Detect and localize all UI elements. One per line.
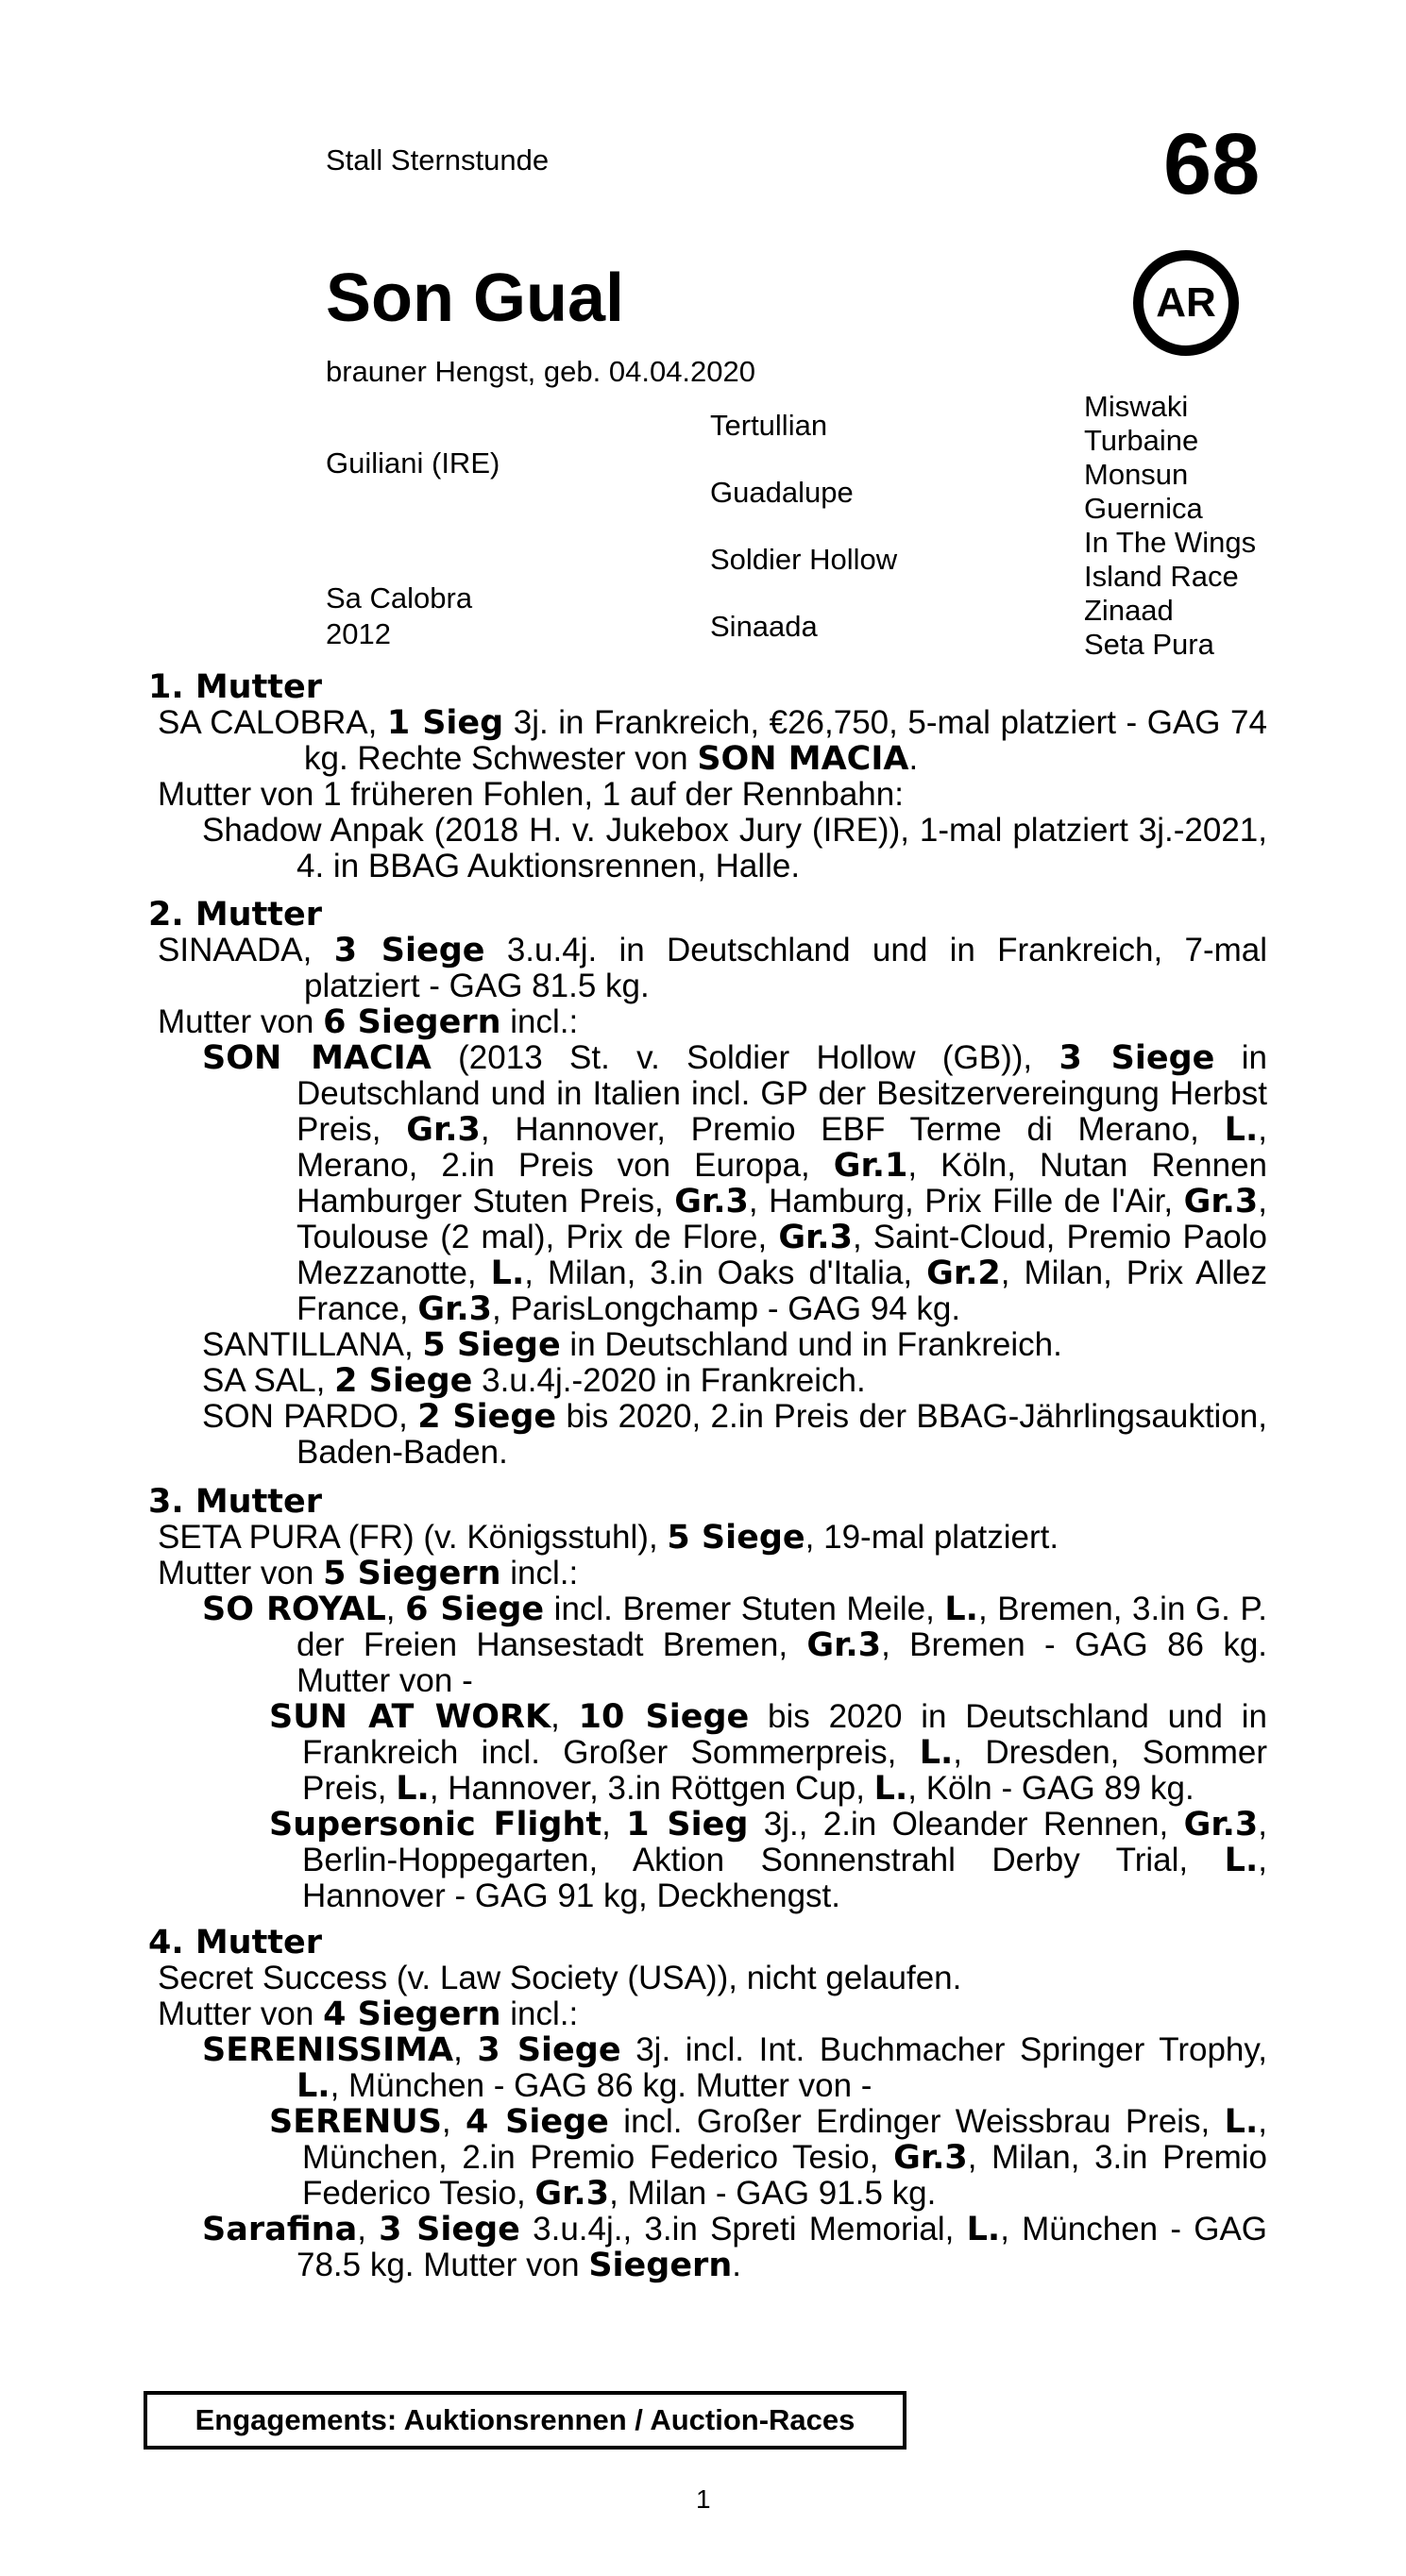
text: , München - GAG 78.5 kg. Mutter von (296, 2211, 1268, 2283)
bold-text: 2 Siege (334, 1362, 473, 1400)
horse-description: brauner Hengst, geb. 04.04.2020 (326, 355, 756, 388)
bold-text: 6 Siegern (323, 1003, 501, 1041)
text: SINAADA, (158, 932, 334, 968)
bold-text: 1 Sieg (626, 1806, 749, 1844)
page-number: 1 (696, 2484, 711, 2514)
text: SA CALOBRA, (158, 704, 387, 741)
record-line (202, 1399, 1267, 1471)
text: , Merano, 2.in Preis von Europa, (296, 1111, 1267, 1184)
text: , Hamburg, Prix Fille de l'Air, (748, 1183, 1184, 1220)
record-line (269, 1807, 1267, 1914)
text: , (385, 1591, 406, 1627)
pedigree-gen3: Turbaine (1084, 424, 1199, 457)
text: , Saint-Cloud, Premio Paolo Mezzanotte, (296, 1219, 1267, 1291)
record-line (269, 2104, 1267, 2212)
text: , Bremen - GAG 86 kg. Mutter von - (296, 1626, 1268, 1699)
record-line (158, 1961, 1267, 1996)
bold-text: L. (1224, 1111, 1259, 1149)
bold-text: L. (296, 2067, 330, 2105)
text: 3j. incl. Int. Buchmacher Springer Trophy, (620, 2031, 1268, 2068)
bold-text: Siegern (588, 2247, 733, 2284)
text: , Köln, Nutan Rennen Hamburger Stuten Preis, (296, 1147, 1267, 1220)
text: , (601, 1806, 627, 1843)
text: , Milan, 3.in Oaks d'Italia, (524, 1254, 927, 1291)
bold-text: L. (1224, 2103, 1259, 2141)
text: (2013 St. v. Soldier Hollow (GB)), (431, 1039, 1059, 1076)
record-line (202, 813, 1267, 884)
bold-text: 3 Siege (379, 2211, 520, 2248)
section-1-mutter (148, 669, 1267, 884)
record-line (202, 1591, 1267, 1699)
bold-text: SON MACIA (202, 1039, 432, 1077)
bold-text: Gr.3 (893, 2139, 968, 2177)
text: , ParisLongchamp - GAG 94 kg. (492, 1290, 961, 1327)
text: Shadow Anpak (2018 H. v. Jukebox Jury (IRE)), 1-mal platziert 3j.-2021, 4. in BBAG Auktionsrennen, Halle. (202, 812, 1267, 884)
bold-text: 2 Siege (417, 1398, 557, 1436)
engagements-box: Engagements: Auktionsrennen / Auction-Races (144, 2391, 906, 2450)
text: , Berlin-Hoppegarten, Aktion Sonnenstrahl Derby Trial, (302, 1806, 1267, 1878)
record-line (202, 1327, 1267, 1363)
bold-text: Gr.3 (406, 1111, 481, 1149)
bold-text: Gr.3 (778, 1219, 853, 1256)
text: , Toulouse (2 mal), Prix de Flore, (296, 1183, 1267, 1255)
section-3-mutter (148, 1484, 1267, 1914)
bold-text: SERENISSIMA (202, 2031, 454, 2069)
text: , München, 2.in Premio Federico Tesio, (302, 2103, 1267, 2176)
text: Secret Success (v. Law Society (USA)), nicht gelaufen. (158, 1960, 962, 1996)
text: bis 2020 in Deutschland und in Frankreich incl. Großer Sommerpreis, (302, 1698, 1268, 1771)
pedigree-gen3: Seta Pura (1084, 628, 1214, 661)
text: , Milan - GAG 91.5 kg. (609, 2175, 937, 2212)
stable-name: Stall Sternstunde (326, 143, 550, 177)
pedigree-gen3: Monsun (1084, 458, 1189, 491)
record-line (158, 1556, 1267, 1591)
section-4-mutter (148, 1925, 1267, 2283)
bold-text: Gr.3 (417, 1290, 493, 1328)
text: in Deutschland und in Frankreich. (560, 1326, 1062, 1363)
record-line (158, 777, 1267, 813)
bold-text: 5 Siege (667, 1519, 805, 1557)
text: , (441, 2103, 466, 2140)
text: 3.u.4j., 3.in Spreti Memorial, (519, 2211, 967, 2248)
text: Mutter von (158, 1003, 324, 1040)
text: , Dresden, Sommer Preis, (302, 1734, 1267, 1807)
record-line (269, 1699, 1267, 1807)
text: incl. Großer Erdinger Weissbrau Preis, (608, 2103, 1225, 2140)
text: , 19-mal platziert. (805, 1519, 1059, 1556)
text: , Hannover, Premio EBF Terme di Merano, (480, 1111, 1225, 1148)
horse-name: Son Gual (326, 261, 625, 336)
pedigree-gen2: Tertullian (710, 409, 828, 442)
bold-text: Gr.3 (534, 2175, 610, 2213)
record-line (158, 705, 1267, 777)
text: , Hannover, 3.in Röttgen Cup, (429, 1770, 874, 1807)
text: 3j., 2.in Oleander Rennen, (748, 1806, 1184, 1843)
text: SETA PURA (FR) (v. Königsstuhl), (158, 1519, 668, 1556)
pedigree-gen2: Sinaada (710, 610, 818, 643)
pedigree-dam-year: 2012 (326, 617, 391, 650)
text: , Bremen, 3.in G. P. der Freien Hansestadt Bremen, (296, 1591, 1267, 1663)
bold-text: Gr.2 (926, 1254, 1001, 1292)
lot-number: 68 (1163, 116, 1261, 212)
text: . (908, 740, 919, 777)
section-heading: 2. Mutter (148, 896, 323, 934)
bold-text: Supersonic Flight (269, 1806, 602, 1844)
text: incl.: (500, 1003, 579, 1040)
text: , (357, 2211, 380, 2248)
text: incl.: (500, 1555, 579, 1591)
bold-text: 5 Siegern (323, 1555, 501, 1592)
bold-text: Gr.3 (674, 1183, 749, 1221)
pedigree-gen2: Soldier Hollow (710, 543, 898, 576)
section-2-mutter (148, 897, 1267, 1471)
bold-text: Gr.3 (1183, 1183, 1259, 1221)
bold-text: SUN AT WORK (269, 1698, 551, 1736)
pedigree-dam: Sa Calobra (326, 581, 473, 615)
record-line (202, 2032, 1267, 2104)
bold-text: 3 Siege (1059, 1039, 1215, 1077)
record-line (158, 1004, 1267, 1040)
bold-text: L. (490, 1254, 525, 1292)
pedigree-gen3: Zinaad (1084, 594, 1174, 627)
bold-text: 3 Siege (333, 932, 485, 969)
text: , (551, 1698, 579, 1735)
bold-text: SO ROYAL (202, 1591, 386, 1628)
pedigree-gen3: In The Wings (1084, 526, 1257, 559)
bold-text: L. (1224, 1842, 1259, 1879)
bold-text: L. (873, 1770, 908, 1808)
bold-text: 4 Siege (466, 2103, 609, 2141)
pedigree-gen3: Island Race (1084, 560, 1239, 593)
text: 3.u.4j.-2020 in Frankreich. (472, 1362, 866, 1399)
bold-text: SERENUS (269, 2103, 442, 2141)
section-heading: 4. Mutter (148, 1924, 323, 1961)
text: , Hannover - GAG 91 kg, Deckhengst. (302, 1842, 1267, 1914)
bold-text: Gr.3 (806, 1626, 882, 1664)
pedigree-gen3: Guernica (1084, 492, 1203, 525)
text: , Milan, 3.in Premio Federico Tesio, (302, 2139, 1267, 2212)
bold-text: Gr.3 (1183, 1806, 1259, 1844)
bold-text: 5 Siege (422, 1326, 561, 1364)
text: , Milan, Prix Allez France, (296, 1254, 1267, 1327)
text: SA SAL, (202, 1362, 335, 1399)
text: . (732, 2247, 741, 2283)
record-line (202, 1040, 1267, 1327)
text: 3j. in Frankreich, €26,750, 5-mal platziert - GAG 74 kg. Rechte Schwester von (304, 704, 1267, 777)
bold-text: 6 Siege (405, 1591, 545, 1628)
record-line (158, 1996, 1267, 2032)
text: incl.: (500, 1995, 579, 2032)
text: in Deutschland und in Italien incl. GP der Besitzervereingung Herbst Preis, (296, 1039, 1268, 1148)
auction-race-badge: AR (1133, 250, 1239, 356)
bold-text: L. (944, 1591, 978, 1628)
bold-text: Gr.1 (833, 1147, 908, 1185)
bold-text: 3 Siege (477, 2031, 621, 2069)
pedigree-sire: Guiliani (IRE) (326, 446, 500, 480)
bold-text: 1 Sieg (386, 704, 504, 742)
text: SON PARDO, (202, 1398, 418, 1435)
record-line (158, 933, 1267, 1004)
text: 3.u.4j. in Deutschland und in Frankreich, 7-mal platziert - GAG 81.5 kg. (304, 932, 1267, 1004)
bold-text: Sarafina (202, 2211, 358, 2248)
bold-text: L. (919, 1734, 954, 1772)
text: , (453, 2031, 478, 2068)
section-heading: 1. Mutter (148, 668, 323, 706)
bold-text: SON MACIA (697, 740, 909, 778)
bold-text: 10 Siege (578, 1698, 750, 1736)
pedigree-gen2: Guadalupe (710, 476, 854, 509)
record-line (202, 2212, 1267, 2283)
pedigree-gen3: Miswaki (1084, 390, 1189, 423)
section-heading: 3. Mutter (148, 1483, 323, 1521)
bold-text: L. (966, 2211, 1001, 2248)
text: bis 2020, 2.in Preis der BBAG-Jährlingsauktion, Baden-Baden. (296, 1398, 1267, 1471)
text: , München - GAG 86 kg. Mutter von - (330, 2067, 872, 2104)
text: Mutter von (158, 1995, 324, 2032)
bold-text: 4 Siegern (323, 1995, 501, 2033)
text: incl. Bremer Stuten Meile, (544, 1591, 945, 1627)
record-line (158, 1520, 1267, 1556)
text: Mutter von 1 früheren Fohlen, 1 auf der Rennbahn: (158, 776, 904, 813)
text: Mutter von (158, 1555, 324, 1591)
text: SANTILLANA, (202, 1326, 423, 1363)
bold-text: L. (396, 1770, 430, 1808)
text: , Köln - GAG 89 kg. (907, 1770, 1194, 1807)
record-line (202, 1363, 1267, 1399)
